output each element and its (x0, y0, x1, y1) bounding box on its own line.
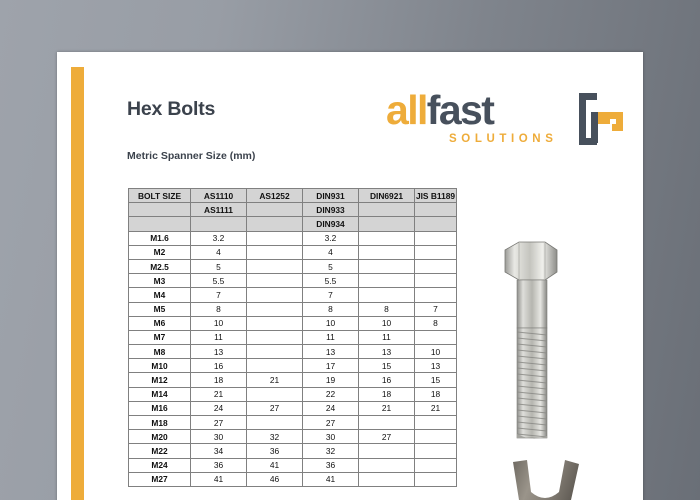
cell-spanner-size (359, 472, 415, 486)
header-blank-5 (129, 217, 191, 231)
cell-spanner-size: 13 (191, 345, 247, 359)
logo-tagline: SOLUTIONS (449, 133, 558, 145)
cell-spanner-size: 7 (191, 288, 247, 302)
cell-spanner-size: 17 (303, 359, 359, 373)
cell-spanner-size: 5.5 (191, 274, 247, 288)
cell-bolt-size: M24 (129, 458, 191, 472)
cell-spanner-size (359, 288, 415, 302)
header-din934: DIN934 (303, 217, 359, 231)
cell-spanner-size (415, 458, 457, 472)
cell-spanner-size (415, 231, 457, 245)
cell-spanner-size (359, 245, 415, 259)
open-end-spanner-photo (497, 452, 593, 500)
table-row (129, 359, 457, 373)
header-blank-1 (129, 203, 191, 217)
cell-spanner-size: 8 (415, 316, 457, 330)
logo-wordmark (386, 87, 494, 133)
cell-spanner-size: 27 (359, 430, 415, 444)
cell-spanner-size (359, 274, 415, 288)
cell-spanner-size: 11 (191, 330, 247, 344)
table-body (129, 231, 457, 486)
cell-bolt-size: M20 (129, 430, 191, 444)
cell-spanner-size: 46 (247, 472, 303, 486)
header-blank-6 (191, 217, 247, 231)
cell-spanner-size (415, 274, 457, 288)
cell-spanner-size: 5 (303, 259, 359, 273)
table-header-row-1 (129, 189, 457, 203)
header-blank-4 (415, 203, 457, 217)
cell-spanner-size: 18 (415, 387, 457, 401)
orange-accent-bar (71, 67, 84, 500)
cell-spanner-size: 11 (359, 330, 415, 344)
cell-spanner-size: 10 (415, 345, 457, 359)
table-row (129, 373, 457, 387)
table-row (129, 259, 457, 273)
page-title: Hex Bolts (127, 98, 216, 120)
cell-spanner-size (247, 245, 303, 259)
bolt-bracket-icon (577, 91, 625, 147)
cell-spanner-size (247, 316, 303, 330)
cell-spanner-size: 8 (303, 302, 359, 316)
cell-spanner-size (415, 245, 457, 259)
cell-spanner-size (247, 345, 303, 359)
header-as1252: AS1252 (247, 189, 303, 203)
cell-spanner-size: 21 (359, 401, 415, 415)
header-blank-2 (247, 203, 303, 217)
cell-spanner-size: 41 (247, 458, 303, 472)
cell-spanner-size: 27 (247, 401, 303, 415)
table-row (129, 288, 457, 302)
cell-bolt-size: M10 (129, 359, 191, 373)
cell-spanner-size: 10 (303, 316, 359, 330)
cell-spanner-size: 22 (303, 387, 359, 401)
cell-spanner-size: 21 (247, 373, 303, 387)
table-row (129, 245, 457, 259)
cell-spanner-size: 16 (191, 359, 247, 373)
logo-word-all: all (386, 87, 427, 133)
cell-bolt-size: M18 (129, 416, 191, 430)
cell-spanner-size: 3.2 (191, 231, 247, 245)
header-jis-b1189: JIS B1189 (415, 189, 457, 203)
cell-spanner-size (247, 416, 303, 430)
cell-spanner-size: 21 (191, 387, 247, 401)
cell-spanner-size: 18 (191, 373, 247, 387)
cell-spanner-size (359, 444, 415, 458)
cell-spanner-size (247, 274, 303, 288)
cell-spanner-size (247, 288, 303, 302)
cell-spanner-size: 21 (415, 401, 457, 415)
cell-spanner-size: 8 (191, 302, 247, 316)
header-blank-7 (247, 217, 303, 231)
spanner-size-table (128, 188, 457, 487)
cell-spanner-size: 11 (303, 330, 359, 344)
hex-bolt-photo (489, 238, 563, 442)
table-header-row-2 (129, 203, 457, 217)
cell-spanner-size: 4 (191, 245, 247, 259)
cell-spanner-size: 24 (191, 401, 247, 415)
cell-spanner-size: 30 (303, 430, 359, 444)
cell-spanner-size: 8 (359, 302, 415, 316)
cell-spanner-size: 18 (359, 387, 415, 401)
cell-bolt-size: M5 (129, 302, 191, 316)
cell-spanner-size (359, 259, 415, 273)
cell-bolt-size: M4 (129, 288, 191, 302)
table-row (129, 401, 457, 415)
table-row (129, 430, 457, 444)
cell-spanner-size: 32 (247, 430, 303, 444)
table-row (129, 458, 457, 472)
table-row (129, 330, 457, 344)
cell-spanner-size: 13 (415, 359, 457, 373)
cell-spanner-size (415, 288, 457, 302)
logo-word-fast: fast (426, 87, 494, 133)
table-row (129, 444, 457, 458)
cell-spanner-size (415, 472, 457, 486)
table-row (129, 302, 457, 316)
cell-spanner-size: 4 (303, 245, 359, 259)
cell-spanner-size (247, 259, 303, 273)
cell-spanner-size (247, 302, 303, 316)
cell-spanner-size (247, 330, 303, 344)
cell-spanner-size (415, 416, 457, 430)
header-bolt-size: BOLT SIZE (129, 189, 191, 203)
cell-spanner-size (247, 387, 303, 401)
header-as1110: AS1110 (191, 189, 247, 203)
cell-bolt-size: M3 (129, 274, 191, 288)
header-blank-8 (359, 217, 415, 231)
cell-spanner-size: 27 (303, 416, 359, 430)
cell-spanner-size: 5 (191, 259, 247, 273)
cell-bolt-size: M8 (129, 345, 191, 359)
cell-bolt-size: M2.5 (129, 259, 191, 273)
cell-bolt-size: M22 (129, 444, 191, 458)
cell-spanner-size: 24 (303, 401, 359, 415)
cell-spanner-size (359, 231, 415, 245)
allfast-solutions-logo (386, 87, 625, 154)
table-row (129, 316, 457, 330)
cell-spanner-size: 13 (359, 345, 415, 359)
cell-spanner-size: 15 (415, 373, 457, 387)
cell-spanner-size: 5.5 (303, 274, 359, 288)
cell-bolt-size: M7 (129, 330, 191, 344)
cell-spanner-size: 3.2 (303, 231, 359, 245)
cell-spanner-size: 30 (191, 430, 247, 444)
cell-spanner-size: 7 (303, 288, 359, 302)
cell-spanner-size (415, 330, 457, 344)
cell-spanner-size (415, 444, 457, 458)
cell-spanner-size: 36 (247, 444, 303, 458)
cell-spanner-size (415, 259, 457, 273)
cell-bolt-size: M2 (129, 245, 191, 259)
cell-spanner-size: 41 (191, 472, 247, 486)
cell-bolt-size: M1.6 (129, 231, 191, 245)
table-row (129, 416, 457, 430)
cell-spanner-size (359, 458, 415, 472)
header-din933: DIN933 (303, 203, 359, 217)
cell-spanner-size: 10 (191, 316, 247, 330)
cell-spanner-size: 16 (359, 373, 415, 387)
cell-spanner-size: 36 (303, 458, 359, 472)
cell-spanner-size (359, 416, 415, 430)
table-row (129, 274, 457, 288)
cell-spanner-size: 41 (303, 472, 359, 486)
cell-spanner-size: 13 (303, 345, 359, 359)
cell-spanner-size: 10 (359, 316, 415, 330)
cell-spanner-size: 15 (359, 359, 415, 373)
document-page (57, 52, 643, 500)
cell-spanner-size (415, 430, 457, 444)
cell-spanner-size: 7 (415, 302, 457, 316)
cell-spanner-size: 36 (191, 458, 247, 472)
cell-spanner-size (247, 359, 303, 373)
cell-spanner-size: 32 (303, 444, 359, 458)
header-blank-9 (415, 217, 457, 231)
cell-spanner-size: 27 (191, 416, 247, 430)
table-row (129, 472, 457, 486)
table-header-row-3 (129, 217, 457, 231)
cell-bolt-size: M16 (129, 401, 191, 415)
cell-bolt-size: M27 (129, 472, 191, 486)
header-din6921: DIN6921 (359, 189, 415, 203)
header-din931: DIN931 (303, 189, 359, 203)
table-row (129, 387, 457, 401)
table-header (129, 189, 457, 232)
cell-spanner-size: 19 (303, 373, 359, 387)
table-row (129, 231, 457, 245)
table-row (129, 345, 457, 359)
cell-bolt-size: M12 (129, 373, 191, 387)
header-as1111: AS1111 (191, 203, 247, 217)
page-subtitle: Metric Spanner Size (mm) (127, 150, 256, 162)
cell-spanner-size (247, 231, 303, 245)
header-blank-3 (359, 203, 415, 217)
cell-spanner-size: 34 (191, 444, 247, 458)
cell-bolt-size: M14 (129, 387, 191, 401)
cell-bolt-size: M6 (129, 316, 191, 330)
